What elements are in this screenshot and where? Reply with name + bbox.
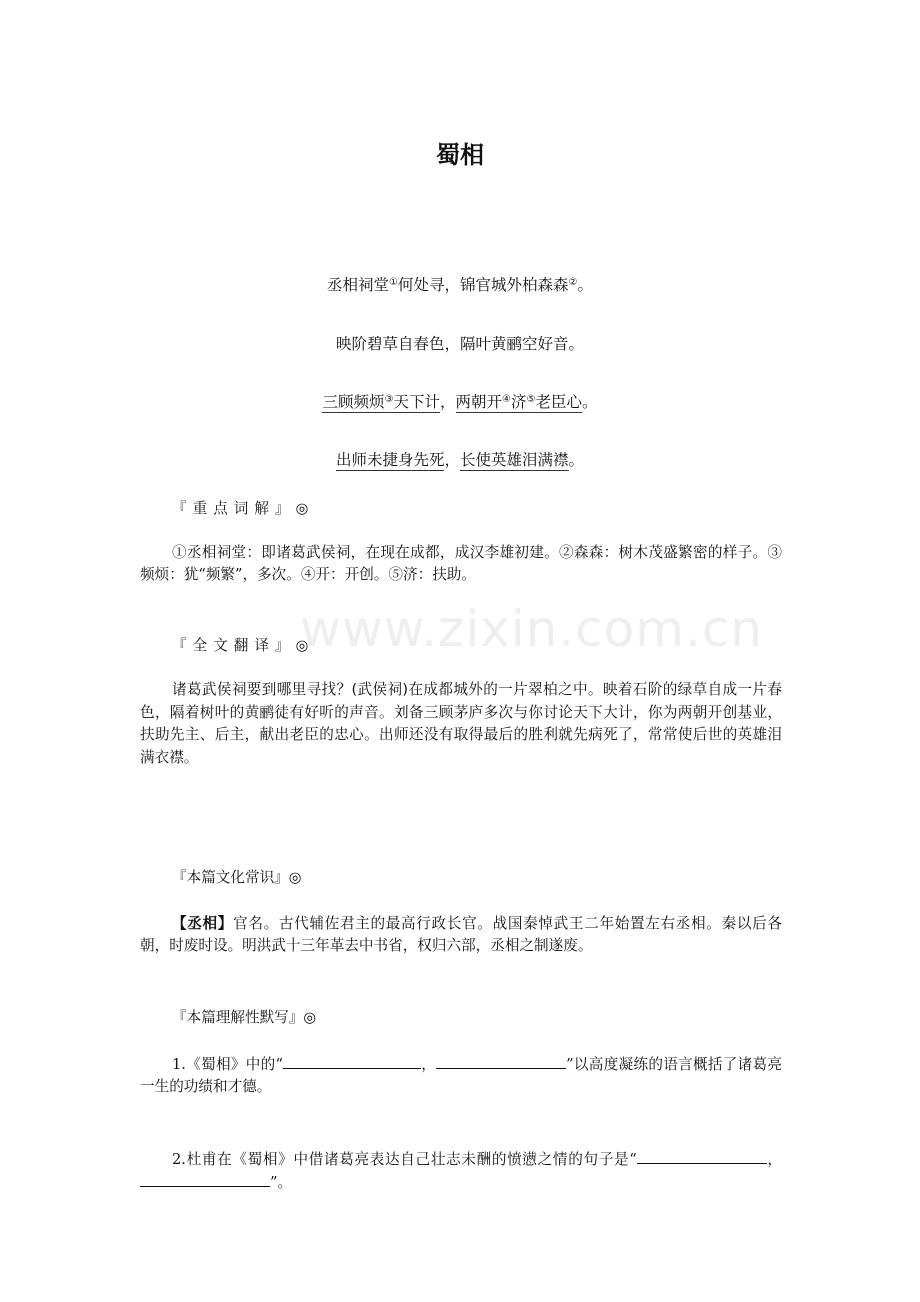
watermark: www.zixin.com.cn xyxy=(300,600,764,658)
poem-title: 蜀相 xyxy=(436,141,484,169)
question-1: 1.《蜀相》中的“ ， ”以高度凝练的语言概括了诸葛亮一生的功绩和才德。 xyxy=(140,1053,782,1098)
footnote-marker: ② xyxy=(568,277,578,288)
underlined-phrase: 出师未捷身先死 xyxy=(335,451,445,469)
answer-blank[interactable] xyxy=(283,1053,421,1069)
culture-text: 【丞相】官名。古代辅佐君主的最高行政长官。战国秦悼武王二年始置左右丞相。秦以后各朝，时废时设。明洪武十三年革去中书省，权归六部，丞相之制遂废。 xyxy=(140,915,782,954)
poem-author xyxy=(0,219,780,241)
footnote-marker: ① xyxy=(389,277,398,288)
question-2: 2.杜甫在《蜀相》中借诸葛亮表达自己壮志未酬的愤懑之情的句子是“ ，”。 xyxy=(140,1148,782,1194)
underlined-phrase: 两朝开④济⑤老臣心 xyxy=(455,393,582,411)
translation-heading: 『全文翻译』◎ xyxy=(172,637,315,654)
poem-line-2: 映阶碧草自春色，隔叶黄鹂空好音。 xyxy=(335,335,584,353)
underlined-phrase: 长使英雄泪满襟 xyxy=(460,451,569,469)
vocab-text: ①丞相祠堂：即诸葛武侯祠，在现在成都，成汉李雄初建。②森森：树木茂盛繁密的样子。③频烦：犹“频繁”，多次。④开：开创。⑤济：扶助。 xyxy=(140,544,782,583)
underlined-phrase: 三顾频烦③天下计 xyxy=(322,393,440,411)
answer-blank[interactable] xyxy=(140,1171,270,1187)
answer-blank[interactable] xyxy=(436,1053,566,1069)
culture-term: 【丞相】 xyxy=(172,915,234,932)
poem-line-1: 丞相祠堂①何处寻，锦官城外柏森森②。 xyxy=(327,276,593,294)
footnote-marker: ④ xyxy=(502,394,511,405)
answer-blank[interactable] xyxy=(637,1148,767,1164)
poem-line-4: 出师未捷身先死，长使英雄泪满襟。 xyxy=(335,451,585,469)
translation-text: 诸葛武侯祠要到哪里寻找？(武侯祠)在成都城外的一片翠柏之中。映着石阶的绿草自成一片春色，隔着树叶的黄鹂徒有好听的声音。刘备三顾茅庐多次与你讨论天下大计，你为两朝开创基业，扶助先主、后主，献出老臣的忠心。出师还没有取得最后的胜利就先病死了，常常使后世的英雄泪满衣襟。 xyxy=(140,681,782,766)
vocab-heading: 『重点词解』◎ xyxy=(172,500,315,517)
poem-line-3: 三顾频烦③天下计，两朝开④济⑤老臣心。 xyxy=(322,393,598,411)
exercise-heading: 『本篇理解性默写』◎ xyxy=(172,1009,317,1026)
culture-heading: 『本篇文化常识』◎ xyxy=(172,869,302,886)
footnote-marker: ⑤ xyxy=(526,394,536,405)
footnote-marker: ③ xyxy=(384,394,394,405)
